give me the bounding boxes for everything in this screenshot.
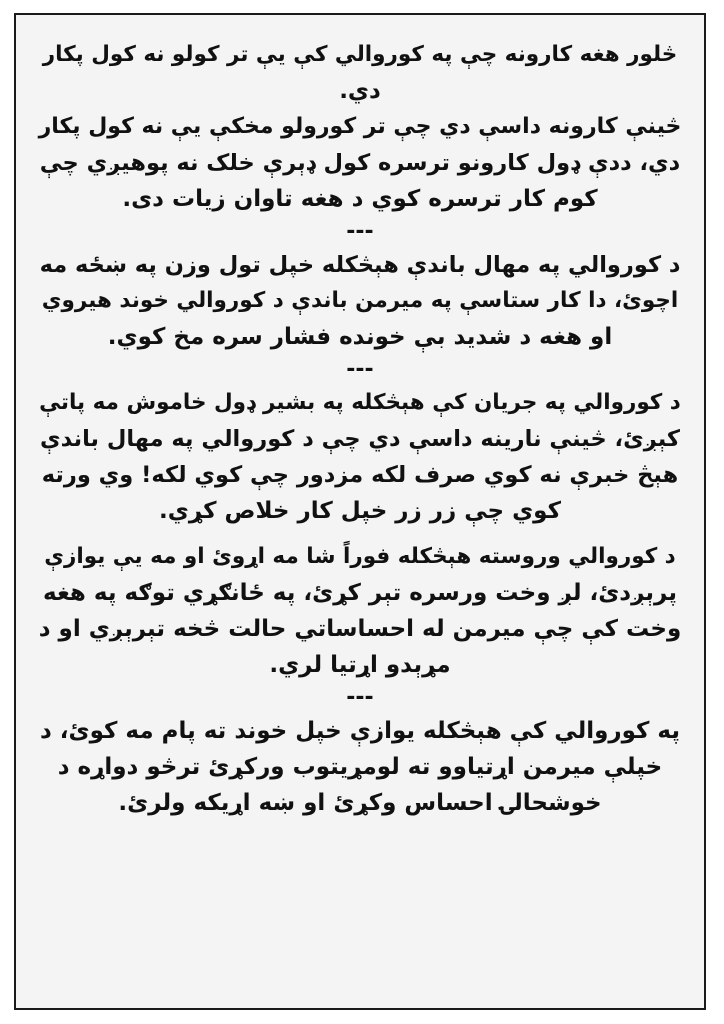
paragraph-1 bbox=[38, 37, 682, 217]
paragraph-line: مړېدو اړتیا لري. bbox=[269, 652, 451, 678]
separator: --- bbox=[346, 357, 374, 382]
paragraph-line: پرېږدئ، لږ وخت ورسره تېر کړئ، په ځانګړي توګه په هغه bbox=[43, 580, 677, 606]
paragraph-5 bbox=[38, 713, 682, 821]
separator: --- bbox=[346, 685, 374, 710]
paragraph-line: کوم کار ترسره کوي د هغه تاوان زیات دی. bbox=[122, 186, 598, 212]
paragraph-line: کوي چې زر زر خپل کار خلاص کړي. bbox=[159, 498, 561, 524]
paragraph-line: په کوروالي کې هېڅکله یوازې خپل خوند ته پام مه کوئ، د bbox=[39, 718, 681, 744]
paragraph-line: دي، ددې ډول کارونو ترسره کول ډېرې خلک نه پوهیږي چې bbox=[39, 150, 681, 176]
document-content bbox=[38, 37, 682, 821]
paragraph-line: څلور هغه کارونه چې په کوروالي کې یې تر کولو نه کول پکار bbox=[42, 42, 678, 67]
paragraph-line: د کوروالي وروسته هېڅکله فوراً شا مه اړوئ او مه یې یوازې bbox=[44, 544, 676, 569]
paragraph-line: خپلې میرمن اړتیاوو ته لومړیتوب ورکړئ ترڅو دواړه د bbox=[57, 754, 663, 780]
paragraph-line: وخت کې چې میرمن له احساساتي حالت څخه تېرېږي او د bbox=[38, 616, 682, 642]
separator: --- bbox=[346, 219, 374, 244]
paragraph-2 bbox=[38, 247, 682, 355]
paragraph-line: د کوروالي په جریان کې هېڅکله په بشیر ډول خاموش مه پاتې bbox=[39, 390, 681, 415]
paragraph-line: او هغه د شدید بې خونده فشار سره مخ کوي. bbox=[107, 324, 613, 350]
paragraph-4 bbox=[38, 539, 682, 683]
paragraph-line: دي. bbox=[339, 78, 381, 104]
paragraph-3 bbox=[38, 385, 682, 529]
paragraph-line: هېڅ خبرې نه کوي صرف لکه مزدور چې کوي لکه! وي ورته bbox=[41, 462, 679, 488]
paragraph-line: کېږئ، څینې نارینه داسې دي چې د کوروالي په مهال باندې bbox=[40, 426, 680, 452]
paragraph-line: اچوئ، دا کار ستاسې په میرمن باندې د کوروالي خوند هیروي bbox=[41, 288, 679, 313]
paragraph-line: خوشحالۍ احساس وکړئ او ښه اړیکه ولرئ. bbox=[118, 790, 602, 816]
page-frame bbox=[14, 13, 706, 1010]
paragraph-line: څینې کارونه داسې دي چې تر کورولو مخکې یې نه کول پکار bbox=[38, 114, 682, 139]
paragraph-line: د کوروالي په مهال باندې هېڅکله خپل تول وزن په ښځه مه bbox=[39, 252, 681, 278]
spacer bbox=[38, 529, 682, 539]
